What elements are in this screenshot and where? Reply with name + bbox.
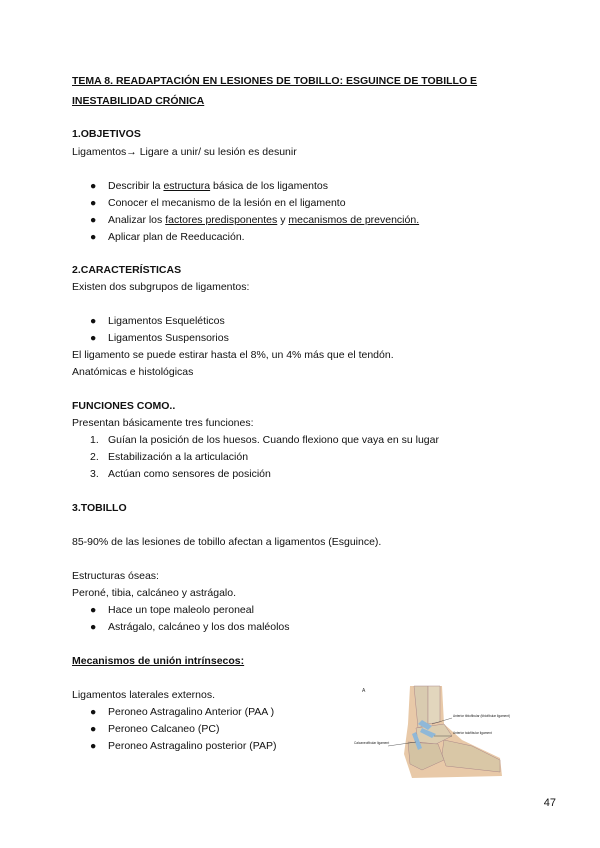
bullet-icon: ● [90, 180, 97, 192]
list-item-text: básica de los ligamentos [210, 180, 329, 192]
funciones-intro: Presentan básicamente tres funciones: [72, 417, 254, 429]
list-item-text: Peroneo Calcaneo (PC) [108, 723, 220, 735]
list-item-text: Aplicar plan de Reeducación. [108, 231, 245, 243]
bullet-icon: ● [90, 315, 97, 327]
numbered-item [90, 450, 248, 464]
section-heading-objetivos: 1.OBJETIVOS [72, 128, 141, 140]
item-number: 2. [90, 451, 99, 463]
list-item-text: Describir la [108, 180, 164, 192]
list-item-text: Conocer el mecanismo de la lesión en el ligamento [108, 197, 346, 209]
list-item-text: Actúan como sensores de posición [108, 468, 271, 480]
mecanismos-intro: Ligamentos laterales externos. [72, 689, 215, 701]
list-item-text: Hace un tope maleolo peroneal [108, 604, 254, 616]
list-item-text: Peroneo Astragalino Anterior (PAA ) [108, 706, 275, 718]
bullet-icon: ● [90, 214, 97, 226]
figure-letter: A [362, 688, 366, 694]
title-line-2: INESTABILIDAD CRÓNICA [72, 95, 205, 107]
page-number: 47 [543, 797, 556, 809]
list-item-text: Guían la posición de los huesos. Cuando flexiono que vaya en su lugar [108, 434, 439, 446]
list-item [90, 722, 219, 736]
figure-label: Anterior tibiofibular (tibiofibular ligament) [453, 714, 511, 718]
caracteristicas-intro: Existen dos subgrupos de ligamentos: [72, 281, 250, 293]
list-item [90, 179, 328, 193]
figure-label: Calcaneofibular ligament [354, 741, 390, 745]
caracteristicas-paragraph: Anatómicas e histológicas [72, 366, 194, 378]
list-item-text: Astrágalo, calcáneo y los dos maléolos [108, 621, 290, 633]
section-heading-funciones: FUNCIONES COMO.. [72, 400, 176, 412]
list-item [90, 705, 274, 719]
bullet-icon: ● [90, 740, 97, 752]
list-item [90, 196, 346, 210]
list-item-text: Ligamentos Esqueléticos [108, 315, 225, 327]
tobillo-paragraph: Estructuras óseas: [72, 570, 159, 582]
bullet-icon: ● [90, 723, 97, 735]
list-item-text: Estabilización a la articulación [108, 451, 249, 463]
list-item-text: Analizar los [108, 214, 166, 226]
bullet-icon: ● [90, 621, 97, 633]
tobillo-paragraph: Peroné, tibia, calcáneo y astrágalo. [72, 587, 237, 599]
numbered-item [90, 433, 439, 447]
list-item-text: Ligamentos Suspensorios [108, 332, 229, 344]
underlined-term: mecanismos de prevención. [288, 214, 420, 226]
bullet-icon: ● [90, 604, 97, 616]
item-number: 1. [90, 434, 99, 446]
numbered-item [90, 467, 271, 481]
title-line-1: TEMA 8. READAPTACIÓN EN LESIONES DE TOBILLO: ESGUINCE DE TOBILLO E [72, 75, 478, 87]
list-item [90, 603, 254, 617]
list-item [90, 213, 419, 227]
ankle-ligaments-illustration [352, 684, 511, 780]
underlined-term: estructura [163, 180, 211, 192]
list-item [90, 331, 229, 345]
list-item [90, 739, 276, 753]
list-item [90, 620, 290, 634]
section-heading-tobillo: 3.TOBILLO [72, 502, 127, 514]
bullet-icon: ● [90, 706, 97, 718]
list-item-text: y [277, 214, 289, 226]
list-item [90, 314, 225, 328]
figure-label: Anterior talofibular ligament [453, 731, 492, 735]
list-item-text: Peroneo Astragalino posterior (PAP) [108, 740, 277, 752]
section-heading-mecanismos: Mecanismos de unión intrínsecos: [72, 655, 245, 667]
bullet-icon: ● [90, 197, 97, 209]
tobillo-paragraph: 85-90% de las lesiones de tobillo afectan a ligamentos (Esguince). [72, 536, 382, 548]
caracteristicas-paragraph: El ligamento se puede estirar hasta el 8%, un 4% más que el tendón. [72, 349, 394, 361]
underlined-term: factores predisponentes [165, 214, 278, 226]
bullet-icon: ● [90, 231, 97, 243]
objetivos-intro: Ligamentos→ Ligare a unir/ su lesión es desunir [72, 146, 297, 158]
section-heading-caracteristicas: 2.CARACTERÍSTICAS [72, 264, 182, 276]
list-item [90, 230, 245, 244]
item-number: 3. [90, 468, 99, 480]
tibia-bone [428, 686, 440, 724]
bullet-icon: ● [90, 332, 97, 344]
